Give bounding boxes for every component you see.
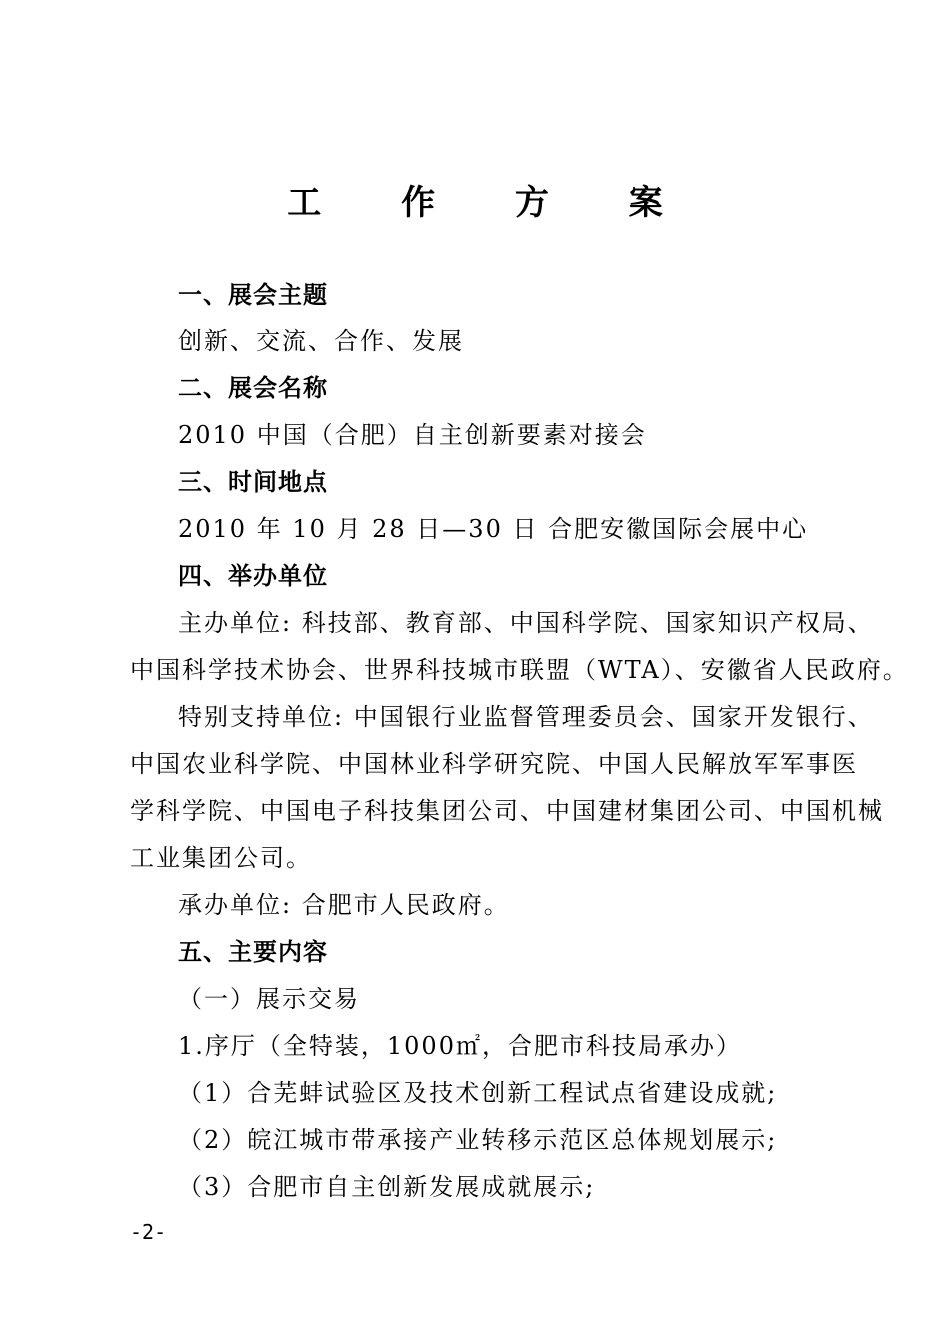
section-2-text: 2010 中国（合肥）自主创新要素对接会: [178, 421, 647, 449]
section-5-sub-1: （一）展示交易: [178, 985, 360, 1013]
section-5-item-1-3: （3）合肥市自主创新发展成就展示;: [178, 1173, 596, 1201]
section-5-item-1-1: （1）合芜蚌试验区及技术创新工程试点省建设成就;: [178, 1079, 778, 1107]
section-5-item-1-2: （2）皖江城市带承接产业转移示范区总体规划展示;: [178, 1126, 778, 1154]
special-support-line-2: 中国农业科学院、中国林业科学研究院、中国人民解放军军事医: [130, 750, 858, 778]
section-2-heading: 二、展会名称: [178, 374, 328, 402]
section-1-text: 创新、交流、合作、发展: [178, 327, 464, 355]
section-5-item-1: 1.序厅（全特装，1000㎡，合肥市科技局承办）: [178, 1032, 742, 1060]
section-4-heading: 四、举办单位: [178, 562, 328, 590]
section-1-heading: 一、展会主题: [178, 281, 328, 309]
host-units-line-2: 中国科学技术协会、世界科技城市联盟（WTA）、安徽省人民政府。: [130, 656, 909, 684]
page-title: 工 作 方 案: [287, 183, 697, 223]
organizer-unit: 承办单位: 合肥市人民政府。: [178, 891, 510, 919]
section-5-heading: 五、主要内容: [178, 938, 328, 966]
special-support-line-1: 特别支持单位: 中国银行业监督管理委员会、国家开发银行、: [178, 703, 874, 731]
special-support-line-3: 学科学院、中国电子科技集团公司、中国建材集团公司、中国机械: [130, 797, 884, 825]
section-3-heading: 三、时间地点: [178, 468, 328, 496]
page-number: -2-: [130, 1220, 167, 1244]
special-support-line-4: 工业集团公司。: [130, 844, 312, 872]
host-units-line-1: 主办单位: 科技部、教育部、中国科学院、国家知识产权局、: [178, 609, 874, 637]
section-3-text: 2010 年 10 月 28 日—30 日 合肥安徽国际会展中心: [178, 515, 809, 543]
